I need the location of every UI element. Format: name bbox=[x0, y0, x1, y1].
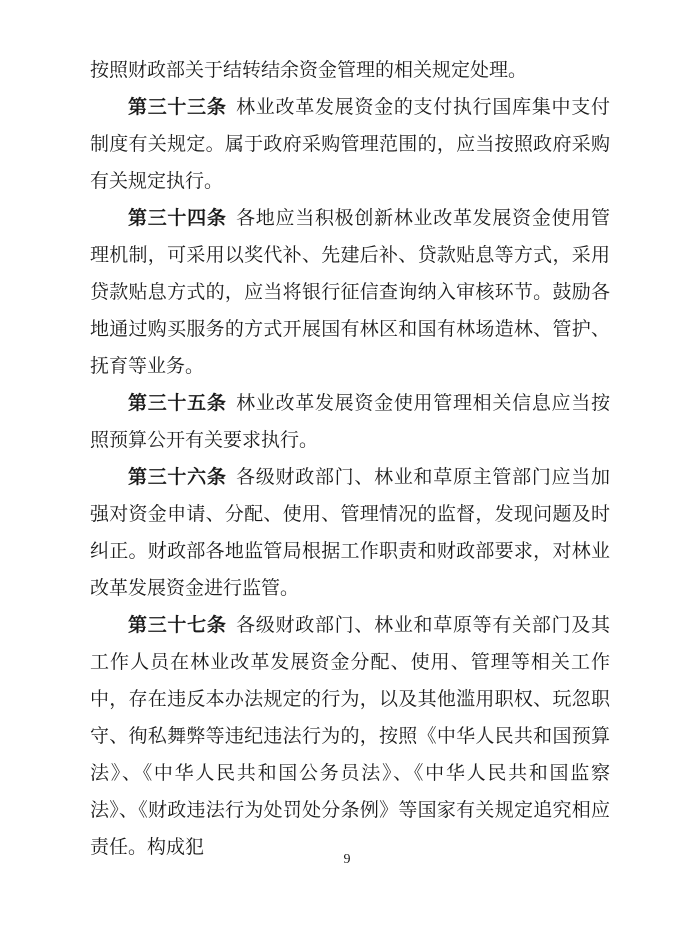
article-35 bbox=[90, 385, 610, 459]
article-text: 各地应当积极创新林业改革发展资金使用管理机制，可采用以奖代补、先建后补、贷款贴息等方式，采用贷款贴息方式的，应当将银行征信查询纳入审核环节。鼓励各地通过购买服务的方式开展国有林区和国有林场造林、管护、抚育等业务。 bbox=[90, 207, 610, 377]
article-number: 第三十六条 bbox=[128, 466, 227, 488]
article-text: 林业改革发展资金使用管理相关信息应当按照预算公开有关要求执行。 bbox=[90, 392, 610, 451]
article-text: 各级财政部门、林业和草原主管部门应当加强对资金申请、分配、使用、管理情况的监督，发现问题及时纠正。财政部各地监管局根据工作职责和财政部要求，对林业改革发展资金进行监管。 bbox=[90, 466, 610, 599]
article-number: 第三十三条 bbox=[128, 96, 227, 118]
article-37 bbox=[90, 607, 610, 866]
article-34 bbox=[90, 200, 610, 385]
article-text: 林业改革发展资金的支付执行国库集中支付制度有关规定。属于政府采购管理范围的，应当按照政府采购有关规定执行。 bbox=[90, 96, 610, 192]
document-body bbox=[90, 52, 610, 866]
article-33 bbox=[90, 89, 610, 200]
article-number: 第三十四条 bbox=[128, 207, 227, 229]
article-number: 第三十五条 bbox=[128, 392, 227, 414]
article-number: 第三十七条 bbox=[128, 614, 227, 636]
article-text: 各级财政部门、林业和草原等有关部门及其工作人员在林业改革发展资金分配、使用、管理等相关工作中，存在违反本办法规定的行为，以及其他滥用职权、玩忽职守、徇私舞弊等违纪违法行为的，按照《中华人民共和国预算法》、《中华人民共和国公务员法》、《中华人民共和国监察法》、《财政违法行为处罚处分条例》等国家有关规定追究相应责任。构成犯 bbox=[90, 614, 610, 858]
article-36 bbox=[90, 459, 610, 607]
continuation-text: 按照财政部关于结转结余资金管理的相关规定处理。 bbox=[90, 59, 528, 81]
page-number: 9 bbox=[343, 852, 351, 867]
continuation-paragraph bbox=[90, 52, 610, 89]
